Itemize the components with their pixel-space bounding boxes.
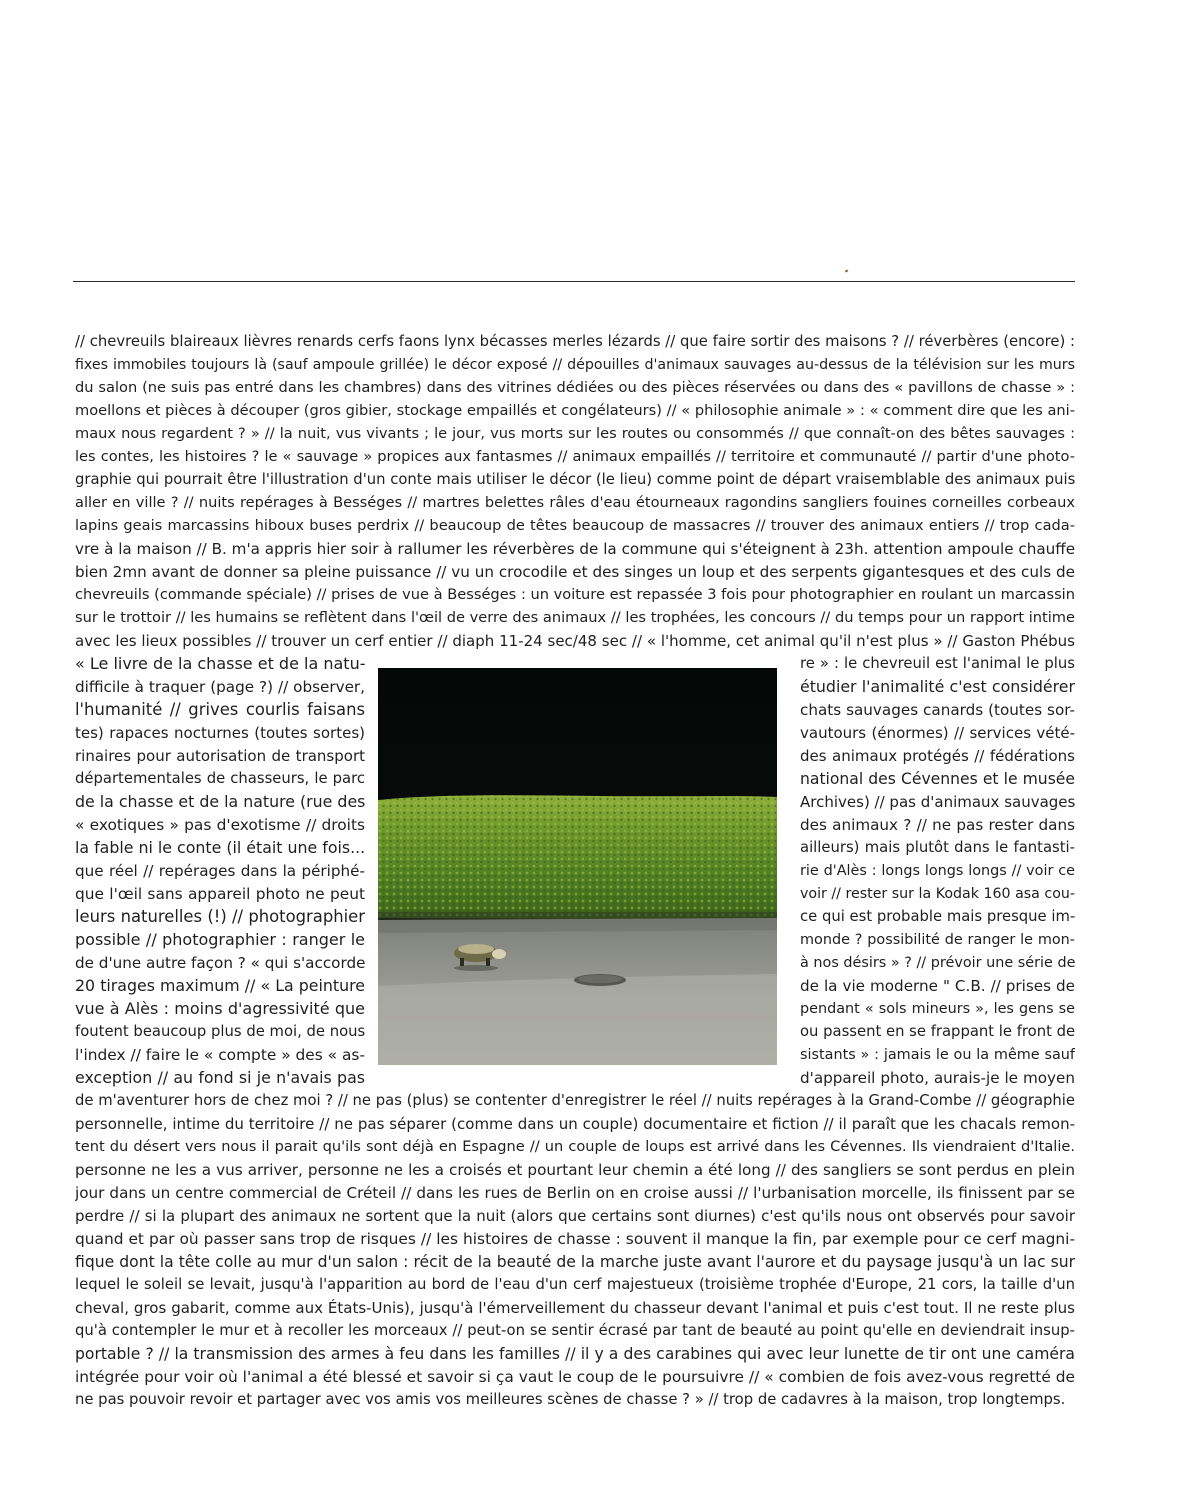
- text-line: fixes immobiles toujours là (sauf ampoule grillée) le décor exposé // dépouilles d'animaux sauvages au-dessus de la télévision sur les murs: [75, 357, 1075, 373]
- text-line: rie d'Alès : longs longs longs // voir ce: [800, 863, 1075, 879]
- photo-badger-on-road: [378, 668, 777, 1065]
- text-line: lapins geais marcassins hiboux buses perdrix // beaucoup de têtes beaucoup de massacres // trouver des animaux entiers // trop cada-: [75, 517, 1075, 534]
- text-line: possible // photographier : ranger le: [75, 930, 365, 949]
- text-line: intégrée pour voir où l'animal a été blessé et savoir si ça vaut le coup de le poursuivre // « combien de fois avez-vous regretté de: [75, 1368, 1075, 1386]
- text-line: sur le trottoir // les humains se reflètent dans l'œil de verre des animaux // les trophées, les concours // du temps pour un rapport intime: [75, 609, 1075, 626]
- text-line: ailleurs) mais plutôt dans le fantasti-: [800, 839, 1075, 856]
- text-line: étudier l'animalité c'est considérer: [800, 677, 1075, 696]
- text-line: monde ? possibilité de ranger le mon-: [800, 932, 1075, 948]
- text-line: Archives) // pas d'animaux sauvages: [800, 793, 1075, 811]
- text-line: les contes, les histoires ? le « sauvage » propices aux fantasmes // animaux empaillés // territoire et communauté // partir d'une photo-: [75, 448, 1075, 465]
- text-line: de la vie moderne " C.B. // prises de: [800, 977, 1075, 995]
- text-line: exception // au fond si je n'avais pas: [75, 1068, 365, 1087]
- text-line: chats sauvages canards (toutes sor-: [800, 701, 1075, 719]
- top-rule: [73, 281, 1075, 282]
- text-line: départementales de chasseurs, le parc: [75, 770, 365, 787]
- text-line: aller en ville ? // nuits repérages à Bességes // martres belettes râles d'eau étourneaux ragondins sangliers fouines corneilles corbeaux: [75, 494, 1075, 511]
- text-line: cheval, gros gabarit, comme aux États-Unis), jusqu'à l'émerveillement du chasseur devant l'animal et puis c'est tout. Il ne reste plus: [75, 1299, 1075, 1317]
- text-line: portable ? // la transmission des armes à feu dans les familles // il y a des carabines qui avec leur lunette de tir ont une caméra: [75, 1345, 1075, 1363]
- text-line: tent du désert vers nous il parait qu'ils sont déjà en Espagne // un couple de loups est arrivé dans les Cévennes. Ils viendraient d'Italie.: [75, 1138, 1075, 1155]
- text-line: que réel // repérages dans la périphé-: [75, 862, 365, 880]
- text-line: de la chasse et de la nature (rue des: [75, 792, 365, 811]
- text-line: fique dont la tête colle au mur d'un salon : récit de la beauté de la marche juste avant l'aurore et du paysage jusqu'à un lac sur: [75, 1253, 1075, 1271]
- print-speck: [845, 269, 849, 272]
- text-line: vautours (énormes) // services vété-: [800, 724, 1075, 742]
- text-line: moellons et pièces à découper (gros gibier, stockage empaillés et congélateurs) // « philosophie animale » : « comment dire que les ani-: [75, 402, 1075, 419]
- text-line: difficile à traquer (page ?) // observer,: [75, 678, 365, 696]
- text-line: qu'à contempler le mur et à recoller les morceaux // peut-on se sentir écrasé par tant de beauté au point qu'elle en deviendrait insup-: [75, 1322, 1075, 1339]
- text-line: foutent beaucoup plus de moi, de nous: [75, 1023, 365, 1040]
- text-line: national des Cévennes et le musée: [800, 770, 1075, 788]
- text-line: jour dans un centre commercial de Créteil // dans les rues de Berlin on en croise aussi // l'urbanisation morcelle, ils finissent par se: [75, 1184, 1075, 1202]
- text-line: voir // rester sur la Kodak 160 asa cou-: [800, 886, 1075, 902]
- text-line: leurs naturelles (!) // photographier: [75, 907, 365, 926]
- text-line: lequel le soleil se levait, jusqu'à l'apparition au bord de l'eau d'un cerf majestueux (troisième trophée d'Europe, 21 cors, la taille d'un: [75, 1276, 1075, 1293]
- text-line: « exotiques » pas d'exotisme // droits: [75, 816, 365, 834]
- text-line: rinaires pour autorisation de transport: [75, 747, 365, 765]
- text-line: maux nous regardent ? » // la nuit, vus vivants ; le jour, vus morts sur les routes ou consommés // que connaît-on des bêtes sauvages :: [75, 425, 1075, 442]
- text-line: tes) rapaces nocturnes (toutes sortes): [75, 724, 365, 742]
- text-line: vre à la maison // B. m'a appris hier soir à rallumer les réverbères de la commune qui s'éteignent à 23h. attention ampoule chauffe: [75, 540, 1075, 558]
- text-line: d'appareil photo, aurais-je le moyen: [800, 1069, 1075, 1087]
- text-line: avec les lieux possibles // trouver un cerf entier // diaph 11-24 sec/48 sec // « l'homme, cet animal qu'il n'est plus » // Gaston Phébus: [75, 632, 1075, 650]
- text-line: personne ne les a vus arriver, personne ne les a croisés et pourtant leur chemin a été long // des sangliers se sont perdus en plein: [75, 1161, 1075, 1179]
- text-line: la fable ni le conte (il était une fois...: [75, 838, 365, 857]
- text-line: de m'aventurer hors de chez moi ? // ne pas (plus) se contenter d'enregistrer le réel // nuits repérages à la Grand-Combe // géographie: [75, 1092, 1075, 1109]
- text-line: du salon (ne suis pas entré dans les chambres) dans des vitrines dédiées ou des pièces réservées ou dans des « pavillons de chasse » :: [75, 379, 1075, 396]
- text-line: ou passent en se frappant le front de: [800, 1023, 1075, 1040]
- text-line: de d'une autre façon ? « qui s'accorde: [75, 954, 365, 972]
- text-line: personnelle, intime du territoire // ne pas séparer (comme dans un couple) documentaire et fiction // il paraît que les chacals remon-: [75, 1115, 1075, 1133]
- text-line: des animaux protégés // fédérations: [800, 747, 1075, 765]
- text-line: « Le livre de la chasse et de la natu-: [75, 654, 365, 673]
- text-line: l'index // faire le « compte » des « as-: [75, 1046, 365, 1064]
- text-line: chevreuils (commande spéciale) // prises de vue à Bességes : un voiture est repassée 3 fois pour photographier en roulant un marcassin: [75, 586, 1075, 603]
- text-line: des animaux ? // ne pas rester dans: [800, 816, 1075, 834]
- text-line: ce qui est probable mais presque im-: [800, 908, 1075, 925]
- text-line: sistants » : jamais le ou la même sauf: [800, 1047, 1075, 1063]
- text-line: graphie qui pourrait être l'illustration d'un conte mais utiliser le décor (le lieu) comme point de départ vraisemblable des animaux puis: [75, 471, 1075, 488]
- text-line: quand et par où passer sans trop de risques // les histoires de chasse : souvent il manque la fin, par exemple pour ce cerf magni-: [75, 1230, 1075, 1248]
- text-line: 20 tirages maximum // « La peinture: [75, 976, 365, 995]
- text-line: // chevreuils blaireaux lièvres renards cerfs faons lynx bécasses merles lézards // que faire sortir des maisons ? // réverbères (encore) :: [75, 333, 1075, 350]
- text-line: à nos désirs » ? // prévoir une série de: [800, 955, 1075, 971]
- text-line: perdre // si la plupart des animaux ne sortent que la nuit (alors que certains sont diurnes) c'est qu'ils nous ont observés pour savoir: [75, 1207, 1075, 1225]
- text-line: que l'œil sans appareil photo ne peut: [75, 885, 365, 903]
- text-line: ne pas pouvoir revoir et partager avec vos amis vos meilleures scènes de chasse ? » // trop de cadavres à la maison, trop longtemps.: [75, 1391, 1066, 1408]
- text-line: re » : le chevreuil est l'animal le plus: [800, 655, 1075, 672]
- text-line: pendant « sols mineurs », les gens se: [800, 1001, 1075, 1017]
- text-line: l'humanité // grives courlis faisans: [75, 700, 365, 719]
- text-line: bien 2mn avant de donner sa pleine puissance // vu un crocodile et des singes un loup et des serpents gigantesques et des culs de: [75, 563, 1075, 581]
- text-line: vue à Alès : moins d'agressivité que: [75, 999, 365, 1018]
